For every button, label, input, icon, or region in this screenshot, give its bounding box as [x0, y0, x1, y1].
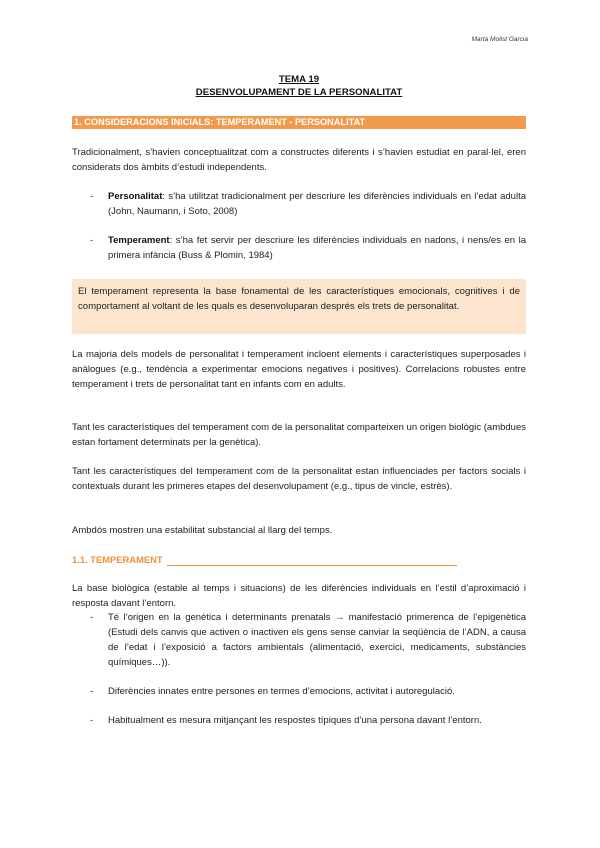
bullet-dash: - [90, 612, 94, 623]
bullet-text [108, 189, 526, 219]
section-1-1-intro: La base biològica (estable al temps i situacions) de les diferències individuals en l’estil d’aproximació i resposta davant l’entorn. [72, 583, 526, 609]
section-1-1-heading [72, 553, 526, 566]
paragraph-biological-origin: Tant les característiques del temperament com de la personalitat comparteixen un origen biològic (ambdues estan fortament determinats per la genètica). [72, 422, 526, 448]
bullet-text: Habitualment es mesura mitjançant les respostes típiques d’una persona davant l’entorn. [108, 715, 482, 726]
document-title [72, 73, 526, 99]
bullet-text [108, 233, 526, 263]
bullet-dash: - [90, 686, 94, 697]
bullet-text: Té l’origen en la genètica i determinants prenatals → manifestació primerenca de l’epigenètica (Estudi dels canvis que activen o inactiven els gens sense canviar la seqüència de l’ADN, a causa de l’edat i l’exposició a factors ambientals (alimentació, exercici, medicaments, substàncies químiques…)). [108, 612, 526, 668]
bullet-dash: - [90, 191, 94, 202]
bullet-innate-differences [90, 684, 526, 699]
bullet-personalitat [90, 189, 526, 219]
bullet-dash: - [90, 235, 94, 246]
section-1-heading: 1. CONSIDERACIONS INICIALS: TEMPERAMENT - PERSONALITAT [72, 116, 526, 129]
bullet-description: : s’ha fet servir per descriure les diferències individuals en nadons, i nens/es en la primera infància (Buss & Plomin, 1984) [108, 235, 526, 261]
author-name: Marta Molist Garcia [471, 36, 528, 43]
bullet-term: Temperament [108, 235, 170, 246]
bullet-genetic-origin [90, 610, 526, 670]
section-1-1-title: 1.1. TEMPERAMENT [72, 554, 163, 565]
title-line-2: DESENVOLUPAMENT DE LA PERSONALITAT [195, 87, 403, 98]
bullet-measurement [90, 713, 526, 728]
title-line-1: TEMA 19 [278, 74, 320, 85]
bullet-dash: - [90, 715, 94, 726]
paragraph-social-factors: Tant les característiques del temperament com de la personalitat estan influenciades per factors socials i contextuals durant les primeres etapes del desenvolupament (e.g., tipus de vincle, estrès). [72, 466, 526, 492]
paragraph-stability: Ambdós mostren una estabilitat substancial al llarg del temps. [72, 525, 333, 536]
section-1-intro: Tradicionalment, s’havien conceptualitzat com a constructes diferents i s’havien estudiat en paral·lel, eren considerats dos àmbits d’estudi independents. [72, 147, 526, 173]
heading-rule [167, 556, 457, 566]
bullet-term: Personalitat [108, 191, 163, 202]
paragraph-models: La majoria dels models de personalitat i temperament incloent elements i característiques superposades i anàlogues (e.g., tendència a experimentar emocions negatives i positives). Correlacions robustes entre temperament i trets de personalitat tant en infants com en adults. [72, 349, 526, 390]
bullet-text: Diferències innates entre persones en termes d’emocions, activitat i autoregulació. [108, 686, 455, 697]
bullet-temperament [90, 233, 526, 263]
bullet-description: : s’ha utilitzat tradicionalment per descriure les diferències individuals en l’edat adulta (John, Naumann, i Soto, 2008) [108, 191, 526, 217]
highlight-callout: El temperament representa la base fonamental de les característiques emocionals, cognitives i de comportament al voltant de les quals es desenvoluparan després els trets de personalitat. [72, 279, 526, 334]
